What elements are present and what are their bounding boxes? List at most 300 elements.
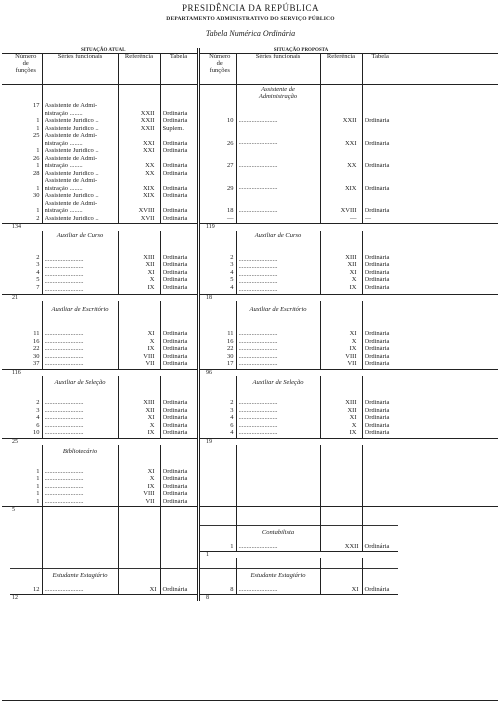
dot-leader: ........................ (44, 430, 84, 437)
document-title: PRESIDÊNCIA DA REPÚBLICA (181, 3, 319, 13)
s5-cur-tabs (160, 445, 198, 507)
dot-leader: ........................ (44, 271, 84, 278)
dot-leader: ........................ (44, 338, 84, 345)
s2-prop-tabs-item: Ordinária (364, 284, 390, 291)
s4-prop-total: 19 (204, 438, 236, 445)
s1-prop-nums-item (206, 171, 234, 179)
s5-cur-tabs-item: Ordinária (162, 491, 188, 498)
s1-prop-series-item: ........................ (238, 207, 278, 214)
s1-prop-tabs-item (365, 156, 397, 164)
s3-prop-tabs (362, 301, 398, 369)
s4-prop-nums-item: 2 (230, 400, 234, 407)
dot-leader: ........................ (44, 353, 84, 360)
s3-prop-refs-item: VIII (345, 353, 357, 360)
s1-prop-nums-item: — (227, 215, 234, 222)
dot-leader: ........................ (238, 415, 278, 422)
s1-cur-refs-item: XXII (140, 118, 155, 125)
s4-prop-nums-item: 6 (230, 422, 234, 429)
s2-cur-nums (10, 231, 42, 295)
s4-cur-refs-item: X (149, 422, 155, 429)
s1-cur-refs-item (121, 201, 158, 209)
s1-cur-series-item: Assistente de Admi- (44, 200, 98, 207)
s1-prop-tabs-item: Ordinária (364, 185, 390, 192)
s1-prop-series-item: ........................ (238, 185, 278, 192)
s1-cur-nums-item: 1 (36, 163, 40, 170)
s2-cur-refs-item: IX (147, 284, 155, 291)
s4-cur-title: Auxiliar de Seleção (54, 379, 106, 387)
dot-leader: ........................ (238, 271, 278, 278)
s1-cur-nums-item (12, 178, 40, 186)
s2-cur-refs-item: XII (145, 262, 155, 269)
s5-cur-refs-item: X (149, 476, 155, 483)
s2-prop-tabs-item: Ordinária (364, 269, 390, 276)
s3-prop-series (239, 331, 318, 369)
s3-cur-refs (118, 301, 160, 369)
s1-cur-tabs-item: Ordinária (162, 140, 188, 147)
s1-cur-nums-item: 1 (36, 125, 40, 132)
s1-cur-nums-item: 26 (33, 155, 40, 162)
s1-prop-series (239, 91, 318, 223)
s1-cur-series (42, 85, 118, 224)
s1-cur-nums-item: 30 (33, 193, 40, 200)
s4-cur-refs (118, 376, 160, 438)
s3-prop-total: 96 (204, 369, 236, 376)
s4-cur-tabs-item: Ordinária (162, 415, 188, 422)
s5-cur-total: 5 (10, 507, 42, 514)
department-name: DEPARTAMENTO ADMINISTRATIVO DO SERVIÇO PÚBLICO (166, 16, 335, 22)
s1-cur-nums-item: 2 (36, 215, 40, 222)
s1-prop-nums-item (206, 201, 234, 209)
s3-cur-tabs-item: Ordinária (162, 353, 188, 360)
section-estudante (2, 568, 498, 594)
s4-prop-nums-item: 4 (230, 430, 234, 437)
s1-prop-refs-item: XVIII (340, 208, 357, 215)
s1-prop-refs-item (323, 103, 360, 111)
s1-cur-tabs (160, 85, 198, 224)
s1-cur-nums-item: 17 (33, 103, 40, 110)
s5-cur-refs-item: VII (145, 498, 155, 505)
s2-cur-tabs (160, 231, 198, 295)
s1-prop-series-item (239, 178, 318, 186)
s2-prop-nums-item: 2 (230, 254, 234, 261)
s7-cur-ref: XI (118, 568, 160, 594)
s2-prop-refs-item: IX (349, 284, 357, 291)
s6-total-row (2, 552, 498, 559)
s1-cur-refs-item: XXI (142, 140, 155, 147)
s1-prop-series-item (239, 193, 318, 201)
dot-leader: ........................ (238, 400, 278, 407)
s5-cur-tabs-item: Ordinária (162, 498, 188, 505)
s1-prop-tabs-item (365, 193, 397, 201)
s3-prop-nums (204, 301, 236, 369)
s6-prop-total: 1 (204, 552, 236, 559)
s1-cur-refs-item (121, 103, 158, 111)
s1-prop-series-item: ........................ (238, 117, 278, 124)
dot-leader: ........................ (44, 264, 84, 271)
s1-prop-nums-item: 10 (227, 118, 234, 125)
s1-cur-refs-item (121, 156, 158, 164)
s4-prop-refs-item: X (351, 422, 357, 429)
s1-cur-tabs-item: Suplem. (162, 125, 184, 132)
s4-cur-nums-item: 2 (36, 400, 40, 407)
s7-prop-series: ........................ (238, 585, 278, 593)
s3-cur-refs-item: X (149, 338, 155, 345)
s1-cur-tabs-item: Ordinária (162, 170, 188, 177)
s1-cur-nums-item (12, 141, 40, 149)
s3-cur-tabs-item: Ordinária (162, 361, 188, 368)
s2-prop-tabs-item: Ordinária (364, 262, 390, 269)
dot-leader: ........................ (44, 256, 84, 263)
s3-cur-tabs-item: Ordinária (162, 338, 188, 345)
s1-prop-refs-item: XIX (344, 185, 357, 192)
s1-cur-nums-item (12, 111, 40, 119)
s2-cur-tabs-item: Ordinária (162, 254, 188, 261)
s1-cur-nums (10, 85, 42, 224)
s1-cur-tabs-item: Ordinária (162, 193, 188, 200)
s1-prop-tabs-item: Ordinária (364, 118, 390, 125)
s3-cur-nums-item: 16 (33, 338, 40, 345)
s1-cur-tabs-item: Ordinária (162, 110, 188, 117)
s1-prop-tabs-item (365, 178, 397, 186)
s1-prop-refs-item: XXII (342, 118, 357, 125)
dot-leader: ........................ (44, 346, 84, 353)
s2-prop-nums-item: 5 (230, 277, 234, 284)
s1-cur-refs-item: XXII (140, 125, 155, 132)
s2-cur-series (45, 257, 116, 295)
s1-prop-refs-item (323, 201, 360, 209)
s1-cur-series-item: nistração ........ (44, 110, 83, 117)
s4-prop-tabs-item: Ordinária (364, 415, 390, 422)
dot-leader: ........................ (44, 476, 84, 483)
s4-prop-tabs-item: Ordinária (364, 430, 390, 437)
col-header-table-proposed: Tabela (362, 54, 398, 85)
s2-cur-nums-item: 5 (36, 277, 40, 284)
s3-cur-tabs-item: Ordinária (162, 331, 188, 338)
s1-prop-series-item (239, 133, 318, 141)
s3-cur-refs-item: VII (145, 361, 155, 368)
s3-prop-refs-item: XI (349, 331, 357, 338)
s3-prop-tabs-item: Ordinária (364, 361, 390, 368)
section-bibliotecario (2, 445, 498, 507)
s1-cur-series-item: nistração ........ (44, 163, 83, 170)
s7-cur-total: 12 (10, 594, 42, 601)
s4-prop-nums-item: 4 (230, 415, 234, 422)
dot-leader: ........................ (44, 498, 84, 505)
s4-cur-tabs-item: Ordinária (162, 430, 188, 437)
s1-prop-refs-item (323, 111, 360, 119)
s1-prop-refs-item: XXI (344, 140, 357, 147)
s1-cur-tabs-item: Ordinária (162, 148, 188, 155)
s2-cur-tabs-item: Ordinária (162, 262, 188, 269)
s1-prop-nums-item (206, 193, 234, 201)
dot-leader: ........................ (44, 422, 84, 429)
s4-prop-tabs-item: Ordinária (364, 407, 390, 414)
s5-cur-nums-item: 1 (36, 491, 40, 498)
situation-proposed: SITUAÇÃO PROPOSTA (273, 48, 329, 53)
s6-prop-tab: Ordinária (362, 526, 398, 552)
s5-cur-refs-item: VIII (143, 491, 155, 498)
s4-cur-nums-item: 10 (33, 430, 40, 437)
s5-total-row (2, 507, 498, 514)
s2-cur-nums-item: 3 (36, 262, 40, 269)
s1-cur-nums-item: 1 (36, 208, 40, 215)
s6-prop-num: 1 (204, 526, 236, 552)
s1-cur-series-item: nistração ........ (44, 208, 83, 215)
s3-prop-nums-item: 30 (227, 353, 234, 360)
s5-cur-nums-item: 1 (36, 476, 40, 483)
section-auxiliar-curso (2, 231, 498, 295)
s1-cur-nums-item: 28 (33, 170, 40, 177)
s4-prop-refs-item: IX (349, 430, 357, 437)
dot-leader: ........................ (44, 491, 84, 498)
s1-prop-nums-item (206, 126, 234, 134)
s7-cur-title: Estudante Estagiário (52, 571, 108, 579)
s3-cur-tabs-item: Ordinária (162, 346, 188, 353)
s5-cur-tabs-item: Ordinária (162, 483, 188, 490)
section-auxiliar-selecao (2, 376, 498, 438)
s3-cur-nums-item: 22 (33, 346, 40, 353)
dot-leader: ........................ (238, 286, 278, 293)
s1-prop-series-item (239, 200, 318, 208)
col-header-num: Número de funções (10, 54, 42, 85)
s4-prop-series (239, 400, 318, 438)
s1-cur-series-item: nistração ........ (44, 185, 83, 192)
bottom-rule (2, 700, 498, 701)
s1-prop-series-item: ........................ (238, 162, 278, 169)
s3-cur-nums-item: 30 (33, 353, 40, 360)
dot-leader: ........................ (44, 415, 84, 422)
s2-prop-nums-item: 4 (230, 284, 234, 291)
s1-cur-nums-item: 25 (33, 133, 40, 140)
s7-cur-num: 12 (10, 568, 42, 594)
s1-cur-series-item: Assistente Jurídico .. (44, 193, 99, 200)
s2-cur-nums-item: 4 (36, 269, 40, 276)
s1-cur-nums-item: 1 (36, 185, 40, 192)
s1-prop-refs-item (323, 133, 360, 141)
s1-cur-tabs-item (163, 178, 195, 186)
dot-leader: ........................ (238, 346, 278, 353)
dot-leader: ........................ (44, 331, 84, 338)
s3-prop-refs-item: VII (347, 361, 357, 368)
s3-prop-tabs-item: Ordinária (364, 331, 390, 338)
s5-cur-tabs-item: Ordinária (162, 476, 188, 483)
col-header-series-proposed: Séries funcionais (236, 54, 320, 85)
s1-cur-series-item: Assistente Jurídico .. (44, 118, 99, 125)
s2-prop-refs-item: XIII (345, 254, 357, 261)
s3-total-row (2, 369, 498, 376)
s1-prop-refs-item (323, 126, 360, 134)
s4-prop-refs (320, 376, 362, 438)
s2-prop-refs-item: X (351, 277, 357, 284)
s1-cur-tabs-item: Ordinária (162, 215, 188, 222)
s1-cur-series-item: Assistente Jurídico .. (44, 148, 99, 155)
s1-cur-tabs-item (163, 201, 195, 209)
s2-cur-title: Auxiliar de Curso (56, 231, 104, 239)
s3-cur-refs-item: XI (147, 331, 155, 338)
s4-cur-nums-item: 3 (36, 407, 40, 414)
s3-cur-series (45, 331, 116, 369)
s2-cur-total: 21 (10, 295, 42, 302)
s4-prop-refs-item: XIII (345, 400, 357, 407)
s1-prop-nums-item (206, 133, 234, 141)
s1-prop-tabs-item (365, 148, 397, 156)
s1-cur-series-item: Assistente Jurídico .. (44, 125, 99, 132)
s3-prop-nums-item: 22 (227, 346, 234, 353)
s2-cur-refs-item: XI (147, 269, 155, 276)
s1-cur-nums-item (12, 201, 40, 209)
s1-prop-refs-item (323, 148, 360, 156)
s1-cur-refs (118, 85, 160, 224)
s1-cur-series-item: Assistente de Admi- (44, 103, 98, 110)
s2-prop-refs-item: XI (349, 269, 357, 276)
s3-prop-tabs-item: Ordinária (364, 338, 390, 345)
s5-cur-nums-item: 1 (36, 498, 40, 505)
s7-total-row (2, 594, 498, 601)
s7-prop-num: 8 (204, 568, 236, 594)
dot-leader: ........................ (238, 422, 278, 429)
s3-prop-refs-item: IX (349, 346, 357, 353)
s1-prop-tabs-item (365, 133, 397, 141)
s1-prop-nums-item: 29 (227, 185, 234, 192)
s2-prop-nums-item: 4 (230, 269, 234, 276)
dot-leader: ........................ (238, 338, 278, 345)
dot-leader: ........................ (238, 256, 278, 263)
col-header-ref: Referência (118, 54, 160, 85)
s1-prop-tabs-item: Ordinária (364, 208, 390, 215)
s1-cur-refs-item: XVII (140, 215, 155, 222)
s1-cur-nums-item: 1 (36, 148, 40, 155)
s2-cur-refs (118, 231, 160, 295)
s7-cur-series: ........................ (44, 585, 84, 593)
s2-cur-nums-item: 7 (36, 284, 40, 291)
s1-prop-title: Assistente de Administração (258, 86, 298, 101)
dot-leader: ........................ (44, 361, 84, 368)
s1-cur-series-item: Assistente Jurídico .. (44, 215, 99, 222)
s1-cur-series-item: Assistente de Admi- (44, 155, 98, 162)
s3-cur-nums (10, 301, 42, 369)
s4-cur-tabs (160, 376, 198, 438)
s5-cur-refs (118, 445, 160, 507)
s4-cur-series (45, 400, 116, 438)
s6-prop-title: Contabilista (261, 529, 295, 537)
s3-prop-nums-item: 17 (227, 361, 234, 368)
s4-cur-nums-item: 6 (36, 422, 40, 429)
s1-cur-tabs-item: Ordinária (162, 163, 188, 170)
s5-cur-refs-item: IX (147, 483, 155, 490)
s4-cur-nums-item: 4 (36, 415, 40, 422)
col-header-series: Séries funcionais (42, 54, 118, 85)
col-header-table: Tabela (160, 54, 198, 85)
section-auxiliar-escritorio (2, 301, 498, 369)
s1-prop-nums-item (206, 178, 234, 186)
s1-prop-series-item: ........................ (238, 140, 278, 147)
s4-cur-refs-item: IX (147, 430, 155, 437)
situation-current: SITUAÇÃO ATUAL (81, 48, 126, 53)
s1-cur-tabs-item (163, 103, 195, 111)
s1-cur-total: 134 (10, 224, 42, 231)
s1-prop-nums-item (206, 156, 234, 164)
s2-prop-total: 18 (204, 295, 236, 302)
s1-prop-tabs-item: — (364, 215, 371, 222)
s6-prop-series: ........................ (238, 543, 278, 551)
s4-prop-nums (204, 376, 236, 438)
s1-cur-tabs-item: Ordinária (162, 208, 188, 215)
s2-prop-tabs-item: Ordinária (364, 277, 390, 284)
s1-prop-series-item (239, 110, 318, 118)
s1-cur-refs-item: XX (145, 163, 155, 170)
s2-prop-tabs (362, 231, 398, 295)
s3-prop-nums-item: 16 (227, 338, 234, 345)
s5-cur-refs-item: XI (147, 468, 155, 475)
s1-cur-refs-item: XIX (142, 185, 155, 192)
s7-prop-title: Estudante Estagiário (250, 571, 306, 579)
s2-prop-series (239, 257, 318, 295)
s1-prop-total: 119 (204, 224, 236, 231)
s1-cur-tabs-item (163, 156, 195, 164)
s2-cur-refs-item: XIII (143, 254, 155, 261)
s1-cur-refs-item (121, 178, 158, 186)
s5-cur-title: Bibliotecário (62, 447, 98, 455)
s3-prop-tabs-item: Ordinária (364, 353, 390, 360)
s1-prop-nums (204, 85, 236, 224)
numeric-table (2, 48, 498, 601)
s3-prop-nums-item: 11 (227, 331, 234, 338)
s1-cur-nums-item: 1 (36, 118, 40, 125)
table-title: Tabela Numérica Ordinária (205, 29, 296, 38)
dot-leader: ........................ (238, 407, 278, 414)
s1-prop-series-item (239, 125, 318, 133)
dot-leader: ........................ (44, 286, 84, 293)
s2-prop-tabs-item: Ordinária (364, 254, 390, 261)
s1-prop-tabs-item (365, 126, 397, 134)
s1-prop-tabs-item (365, 111, 397, 119)
dot-leader: ........................ (238, 279, 278, 286)
s1-prop-refs-item (323, 171, 360, 179)
s7-prop-tab: Ordinária (362, 568, 398, 594)
s1-cur-tabs-item: Ordinária (162, 118, 188, 125)
s1-prop-series-item (239, 170, 318, 178)
s1-cur-refs-item: XX (145, 170, 155, 177)
dot-leader: ........................ (238, 264, 278, 271)
s5-cur-nums-item: 1 (36, 483, 40, 490)
s1-cur-series-item: Assistente de Admi- (44, 133, 98, 140)
s1-prop-refs-item (323, 156, 360, 164)
s1-cur-refs-item: XIX (142, 193, 155, 200)
s2-cur-tabs-item: Ordinária (162, 277, 188, 284)
s3-cur-tabs (160, 301, 198, 369)
s1-prop-refs-item (323, 193, 360, 201)
dot-leader: ........................ (44, 407, 84, 414)
s4-prop-title: Auxiliar de Seleção (252, 379, 304, 387)
s1-prop-nums-item (206, 103, 234, 111)
s7-prop-total: 8 (204, 594, 236, 601)
col-header-num-proposed: Número de funções (204, 54, 236, 85)
s1-prop-nums-item: 18 (227, 208, 234, 215)
s3-cur-nums-item: 11 (33, 331, 40, 338)
section-assistente (2, 85, 498, 224)
s3-prop-tabs-item: Ordinária (364, 346, 390, 353)
s1-cur-refs-item (121, 133, 158, 141)
column-header-row (2, 54, 498, 85)
dot-leader: ........................ (44, 279, 84, 286)
s4-prop-refs-item: XI (349, 415, 357, 422)
s4-cur-nums (10, 376, 42, 438)
s4-cur-refs-item: XI (147, 415, 155, 422)
s1-prop-nums-item: 26 (227, 140, 234, 147)
s2-prop-nums-item: 3 (230, 262, 234, 269)
s1-cur-tabs-item (163, 133, 195, 141)
s3-cur-refs-item: VIII (143, 353, 155, 360)
